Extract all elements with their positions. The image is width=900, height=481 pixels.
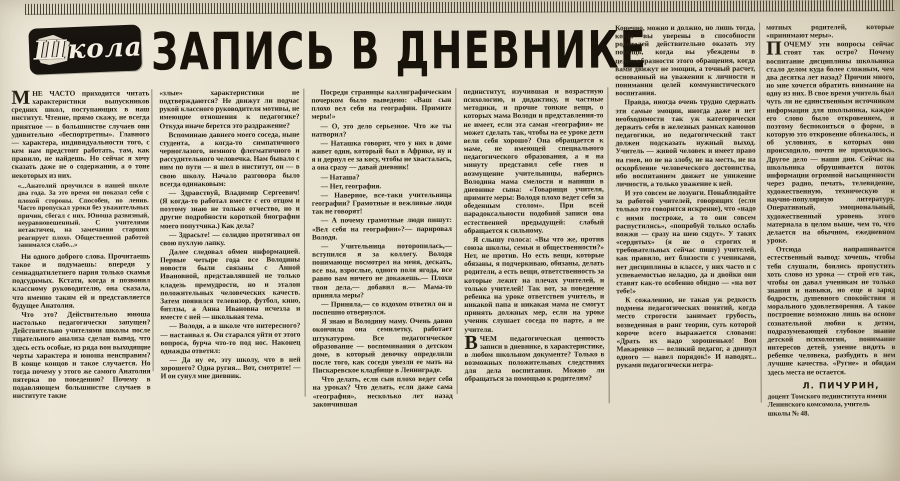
paragraph [11, 86, 150, 180]
paragraph: Правда, иногда очень трудно сдержать эти самые эмоции, иногда даже и нет необходимости так уж категорически держать себя в железных рамках канонов педагогики, но педагогический такт должен подсказать нужный выход. Учитель — живой человек и имеет право на гнев, но не на злобу, не на месть, не на оскорбление человеческого достоинства, ибо воспитанием движет не унижение личности, а только уважение к ней. [615, 97, 756, 189]
paragraph: — Приняла,— со вздохом ответил он и поспешно отвернулся. [312, 298, 453, 317]
paragraph: Конечно, можно и должно, но лишь тогда, когда вы уверены в способности родителей действительно оказать эту помощь, когда вы убеждены в целесообразности этого обращения, когда вами движут не эмоции, а точный расчет, основанный на уважении к личности и понимании целей коммунистического воспитания. [615, 22, 756, 98]
byline-role: доцент Томского пединститута имени Ленинского комсомола, учитель школы № 48. [767, 391, 887, 418]
text-column-4 [463, 87, 604, 384]
paragraph: Отсюда напрашивается естественный вывод: хочешь, чтобы тебя слушали, боялись пропустить хоть слово из урока — строй его так, чтобы он давал ученикам не только знания и навыки, но еще и заряд бодрости, душевного спокойствия и морального удовлетворения. А такое построение возможно лишь на основе сознательной любви к детям, подразумевающей глубокое знание детской психологии, понимание интересов детей, умение видеть в ребенке человека, разбудить в нем лучшие качества. «Ругне» и обидам здесь места не остается. [767, 244, 896, 377]
decorative-hatch-border [25, 0, 895, 15]
paragraph: — Здрасьте! — солидно протягивал он свою пухлую лапку. [159, 229, 300, 248]
paragraph: Вспоминаю давнего моего соседа, ныне студента, а когда-то симпатичного черноглазого, немного флегматичного и рассудительного человечка. Нам бывало с ним по пути — я шел в институт, он — в свою школу. Начало разговора было всегда одинаковым: [159, 129, 300, 188]
drop-cap: П [766, 37, 782, 60]
text-column-3 [311, 88, 452, 410]
section-badge-label: Школа [33, 32, 144, 67]
paragraph: Ни одного доброго слова. Прочитаешь такое и подумаешь: впереди у семнадцатилетнего парня только скамья подсудимых. Кстати, когда я позвонил классному руководителю, она сказала, что именно таким ей и представляется будущее Анатолия. [12, 251, 151, 310]
column-divider-1 [151, 89, 153, 371]
paragraph [766, 37, 895, 245]
text-column-1 [11, 86, 151, 401]
paragraph: — А почему грамотные люди пишут: «Вел себя на географии»?— парировал Володя. [311, 215, 452, 242]
paragraph: — Наташа? [320, 171, 360, 182]
paragraph: мотных родителей, которые «принимают меры». [766, 22, 895, 40]
column-divider-5 [759, 23, 762, 403]
paragraph: — О, это дело серьезное. Что же ты натворил? [311, 120, 452, 139]
paragraph: — Учительница поторопилась,— вступился я за коллегу. Володя понимающе посмотрел на меня, дескать, все вы, взрослые, одного поля ягода, все равно вам ничего не докажешь.— Плохи твои дела,— добавил я.— Мама-то приняла меры? [312, 240, 453, 300]
paragraph: — Нет, география. [320, 181, 382, 191]
text-column-2 [159, 89, 300, 382]
section-badge [28, 24, 142, 74]
paragraph: Я знаю и Володину маму. Очень давно окончила она семилетку, работает штукатуром. Все педагогическое образование — воспоминания о детском доме, в который девочку определили после того, как соседи увезли ее мать на Пискаревское кладбище в Ленинграде. [312, 316, 453, 375]
paragraph-text: НЕ ЧАСТО приходится читать характеристики выпускников средних школ, поступающих в наш институт. Чтение, прямо скажу, не всегда приятное — в большинстве случаев они удивительно «беспортретны». Главного — характера, индивидуальности того, с кем нам предстоит работать, там, как правило, не найдешь. Но сейчас я хочу сказать даже не о содержании, а о тоне некоторых из них. [11, 88, 150, 180]
paragraph [464, 331, 605, 384]
paragraph: Посреди страницы каллиграфическим почерком было выведено: «Ваш сын плохо вел себя на географии. Примите меры!» [311, 86, 452, 122]
paragraph: Что делать, если сын плохо ведет себя на уроках? Что делать, если даже сама «география», несколько лет назад закончившая [312, 374, 453, 409]
column-divider-2 [303, 89, 305, 397]
paragraph: — Здравствуй, Владимир Сергеевич! (Я когда-то работал вместе с его отцом и поэтому знаю не только отчество, но и другие подробности короткой биографии моего попутчика.) Как дела? [159, 187, 300, 230]
paragraph: — Да ну ее, эту школу, что в ней хорошего? Одна ругня... Вот, смотрите! — И он сунул мне дневник. [160, 354, 301, 381]
column-divider-4 [607, 87, 609, 403]
paragraph: И это совсем не лозунги. Понаблюдайте за работой учителей, говорящих (если только это говорится искренне), что «надо с ними построже, а то они совсем распустились», «попробуй только ослабь вожжи — сразу на шею сядут». У таких «сердитых» (я не о строгих и требовательных сейчас пишу) учителей, как правило, нет близости с учениками, нет дисциплины в классе, у них часто и с успеваемостью неладно, да и двойки они ставят как-то особенно обидно — «на вот тебе!» [615, 187, 757, 296]
text-column-6 [766, 23, 896, 418]
paragraph-text: ОЧЕМУ эти вопросы сейчас стоят так остро? Почему воспитание дисциплины школьника стало делом куда более сложным, чем два десятка лет назад? Причин много, но мне хочется обратить внимание на одну из них. В свое время учитель был чуть ли не единственным источником информации для школьника, каждое его слово было откровением, и поэтому беспокоиться о форме, в которую это откровение облекалось, и об условиях, в которых оно происходило, почти не приходилось. Другое дело — наши дни. Сейчас на школьника обрушивается поток информации огромной насыщенности через радио, печать, телевидение, художественную, техническую и научно-популярную литературу. Оперативный, эмоциональный, художественный уровень этого материала в целом выше, чем то, что делается на обычном, ежедневном уроке. [766, 39, 895, 245]
paragraph: Я слышу голоса: «Вы что же, против союза школы, семьи и общественности?» Нет, не против. Но есть вещи, которые обязаны, я подчеркиваю, обязаны, делать родители, а есть вещи, ответственность за которые лежит на плечах учителей, и только учителей! Так вот, за поведение ребенка на уроке ответствен учитель, и никакой папа и никакая мама не смогут принять должных мер, если на уроке ученик слушает соседа по парте, а не учителя. [464, 234, 605, 334]
paragraph: Далее следовал обмен информацией. Первые четыре года все Володины новости были связаны с Анной Ивановной, представлявшей не только кладезь премудрости, но и эталон положительных человеческих качеств. Затем появился телевизор, футбол, кино, битлзы, а Анна Ивановна исчезла и вместе с ней — школьная тема. [160, 246, 301, 322]
column-divider-3 [455, 88, 457, 394]
quoted-characteristic: «...Анатолий проучился в нашей школе два года. За это время он показал себя с плохой стороны. Способен, но ленив. Часто пропускал уроки без уважительных причин, сбегал с них. Юноша развязный, неуравновешенный. С учителями нетактичен, на замечания старших реагирует плохо. Общественной работой занимался слабо...» [17, 182, 150, 250]
text-column-5 [615, 24, 757, 371]
paragraph: — Володя, а в школе что интересного? — настаивал я. Он старался уйти от этого вопроса, бурча что-то под нос. Наконец однажды ответил: [160, 321, 301, 356]
paragraph: — Наташка говорит, что у них в доме живет один, который был в Африке, ну и я и дернул ее за косу, чтобы не хвасталась, а она сразу — давай дневник! [311, 137, 452, 173]
drop-cap: М [11, 86, 31, 109]
paragraph: — Наверное, все-таки учительница географии? Грамотные и вежливые люди так не говорят! [311, 189, 452, 216]
paragraph-text: ЧЕМ педагогическая ценность записи в дневнике, в характеристике, в любом школьном документе? Только в возможных положительных следствиях для дела воспитания. Можно ли обращаться за помощью к родителям? [464, 333, 605, 384]
article-title: ЗАПИСЬ В ДНЕВНИКЕ [151, 21, 648, 83]
paragraph: Что это? Действительно юноша настолько педагогически запущен? Действительно учителями школы после тщательного анализа сделан вывод, что здесь есть особые, из ряда вон выходящие черты характера и юноша неисправим? В конце концов и такое случается. Но тогда почему у этого же самого Анатолия пятерка по поведению? Почему в подавляющем большинстве случаев в институте такие [12, 309, 151, 401]
drop-cap: В [464, 331, 478, 354]
paragraph: К сожалению, не такая уж редкость подмена педагогических понятий, когда место строгости занимает грубость, возведенная в ранг теории, суть которой короче всего выражается словами: «Драть их надо хорошенько! Вон Макаренко — великий педагог, а двинул одного — навел порядок!» И наводят... руками педагогически негра- [616, 294, 757, 370]
paragraph: «злые» характеристики не подтверждаются? Не движут ли подчас рукой классного руководителя мотивы, не имеющие отношения к педагогике? Откуда иначе берется это раздражение? [159, 87, 300, 130]
paragraph: пединститут, изучившая и возрастную психологию, и дидактику, и частные методики, и прочие тонкие вещи, о которых мама Володи и представления-то не имеет, если эта самая «география» не может сделать так, чтобы на ее уроке дети вели себя хорошо? Она обращается к маме, не имеющей специального педагогического образования, а я на минуту представил себе гнев и возмущение учительницы, наберись Володина мама смелости и напиши в дневнике сына: «Товарищи учителя, примите меры: Володя плохо ведет себя за обеденным столом». При всей парадоксальности подобной записи она естественней предыдущей: слабый обращается к сильному. [463, 86, 604, 235]
byline-author: Л. ПИЧУРИН, [802, 380, 880, 392]
